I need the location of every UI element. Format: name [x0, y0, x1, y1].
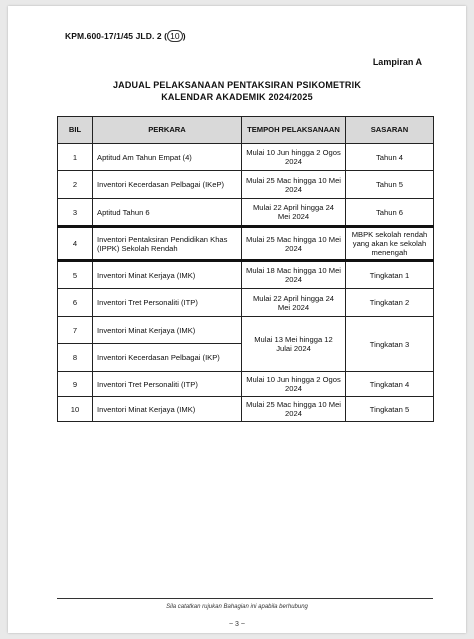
document-page — [8, 6, 466, 633]
table-row — [58, 397, 434, 422]
header-perkara: PERKARA — [93, 117, 242, 144]
tempoh-cell: Mulai 25 Mac hingga 10 Mei 2024 — [242, 397, 346, 422]
table-row — [58, 144, 434, 171]
tempoh-cell: Mulai 10 Jun hingga 2 Ogos 2024 — [242, 372, 346, 397]
document-title: JADUAL PELAKSANAAN PENTAKSIRAN PSIKOMETRIK — [112, 80, 362, 90]
sasaran-cell: Tingkatan 1 — [346, 261, 434, 289]
tempoh-cell: Mulai 10 Jun hingga 2 Ogos 2024 — [242, 144, 346, 171]
sasaran-cell: Tingkatan 3 — [346, 317, 434, 372]
sasaran-cell: Tingkatan 4 — [346, 372, 434, 397]
bil-cell: 5 — [58, 261, 93, 289]
bil-cell: 6 — [58, 289, 93, 317]
footer-note: Sila catatkan rujukan Bahagian ini apabila berhubung — [166, 604, 308, 610]
reference-number: KPM.600-17/1/45 JLD. 2 ( 10 ) — [65, 31, 186, 41]
table-row — [58, 227, 434, 261]
bil-cell: 10 — [58, 397, 93, 422]
perkara-cell: Inventori Minat Kerjaya (IMK) — [93, 261, 242, 289]
perkara-cell: Inventori Kecerdasan Pelbagai (IKeP) — [93, 171, 242, 199]
table-row — [58, 289, 434, 317]
bil-cell: 8 — [58, 344, 93, 372]
header-bil: BIL — [58, 117, 93, 144]
sasaran-cell: Tahun 5 — [346, 171, 434, 199]
table-row — [58, 199, 434, 227]
perkara-cell: Inventori Minat Kerjaya (IMK) — [93, 397, 242, 422]
perkara-cell: Inventori Tret Personaliti (ITP) — [93, 289, 242, 317]
tempoh-cell: Mulai 22 April hingga 24 Mei 2024 — [242, 199, 346, 227]
table-row — [58, 372, 434, 397]
sasaran-cell: Tingkatan 5 — [346, 397, 434, 422]
reference-text: KPM.600-17/1/45 JLD. 2 — [65, 31, 162, 41]
bil-cell: 7 — [58, 317, 93, 344]
table-row — [58, 317, 434, 344]
footer-divider — [57, 598, 433, 599]
lampiran-label: Lampiran A — [372, 57, 422, 67]
bil-cell: 9 — [58, 372, 93, 397]
schedule-table — [57, 116, 434, 422]
tempoh-cell: Mulai 25 Mac hingga 10 Mei 2024 — [242, 171, 346, 199]
bil-cell: 1 — [58, 144, 93, 171]
bil-cell: 2 — [58, 171, 93, 199]
document-subtitle: KALENDAR AKADEMIK 2024/2025 — [161, 92, 313, 102]
page-number: ~ 3 ~ — [229, 621, 245, 628]
header-sasaran: SASARAN — [346, 117, 434, 144]
perkara-cell: Inventori Pentaksiran Pendidikan Khas (IPPK) Sekolah Rendah — [93, 227, 242, 261]
perkara-cell: Inventori Kecerdasan Pelbagai (IKP) — [93, 344, 242, 372]
table-row — [58, 171, 434, 199]
sasaran-cell: MBPK sekolah rendah yang akan ke sekolah menengah — [346, 227, 434, 261]
sasaran-cell: Tahun 6 — [346, 199, 434, 227]
perkara-cell: Aptitud Tahun 6 — [93, 199, 242, 227]
perkara-cell: Aptitud Am Tahun Empat (4) — [93, 144, 242, 171]
sasaran-cell: Tahun 4 — [346, 144, 434, 171]
tempoh-cell: Mulai 22 April hingga 24 Mei 2024 — [242, 289, 346, 317]
perkara-cell: Inventori Tret Personaliti (ITP) — [93, 372, 242, 397]
header-tempoh: TEMPOH PELAKSANAAN — [242, 117, 346, 144]
reference-circled-number: 10 — [167, 30, 183, 42]
sasaran-cell: Tingkatan 2 — [346, 289, 434, 317]
tempoh-cell: Mulai 18 Mac hingga 10 Mei 2024 — [242, 261, 346, 289]
tempoh-cell: Mulai 13 Mei hingga 12 Julai 2024 — [242, 317, 346, 372]
bil-cell: 3 — [58, 199, 93, 227]
perkara-cell: Inventori Minat Kerjaya (IMK) — [93, 317, 242, 344]
table-row — [58, 261, 434, 289]
bil-cell: 4 — [58, 227, 93, 261]
tempoh-cell: Mulai 25 Mac hingga 10 Mei 2024 — [242, 227, 346, 261]
